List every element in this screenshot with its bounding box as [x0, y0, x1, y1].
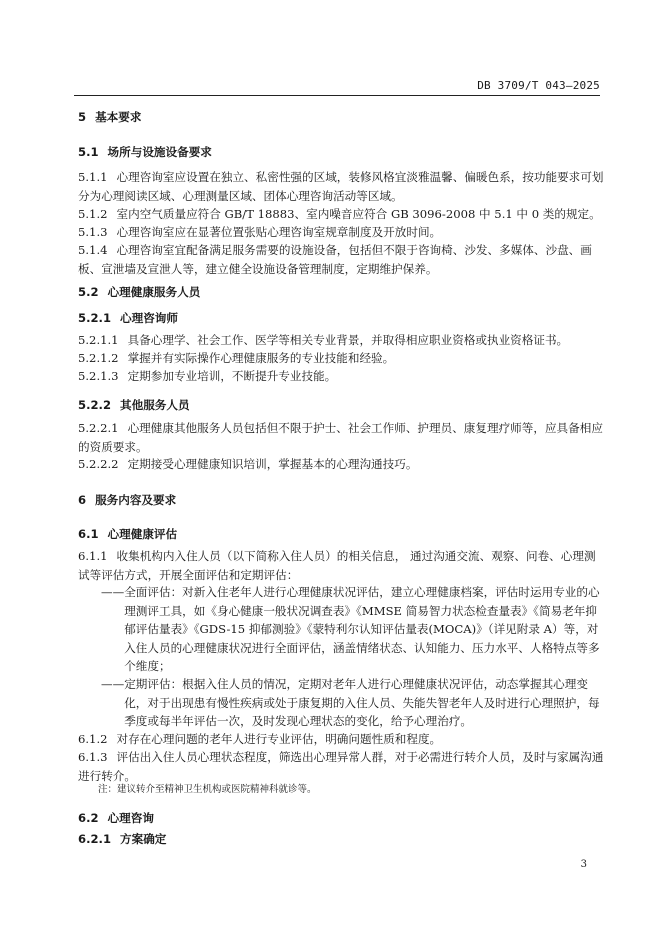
- section-heading: 6 服务内容及要求: [78, 493, 177, 507]
- section-heading: 6.2.1 方案确定: [78, 832, 167, 846]
- clause: 5.1.3 心理咨询室应在显著位置张贴心理咨询室规章制度及开放时间。: [78, 225, 442, 239]
- clause: 5.1.1 心理咨询室应设置在独立、私密性强的区域，装修风格宜淡雅温馨、偏暖色系，按功能要求可划分为心理阅读区域、心理测量区域、团体心理咨询活动等区域。: [78, 170, 604, 203]
- clause: 5.2.2.2 定期接受心理健康知识培训，掌握基本的心理沟通技巧。: [78, 457, 418, 471]
- clause: 5.1.4 心理咨询室宜配备满足服务需要的设施设备，包括但不限于咨询椅、沙发、多媒体、沙盘、画板、宣泄墙及宣泄人等，建立健全设施设备管理制度，定期维护保养。: [78, 243, 592, 276]
- clause: 6.1.3 评估出入住人员心理状态程度，筛选出心理异常人群，对于必需进行转介人员，及时与家属沟通进行转介。: [78, 750, 604, 783]
- dash-list-item: —— 全面评估：对新入住老年人进行心理健康状况评估，建立心理健康档案，评估时运用专业的心理测评工具，如《身心健康一般状况调查表》《MMSE 简易智力状态检查量表》《简易老年抑郁评估量表》《GDS-15 抑郁测验》《蒙特利尔认知评估量表(MOCA)》（详见附录 A）等，对入住人员的心理健康状况进行全面评估，涵盖情绪状态、认知能力、压力水平、人格特点等多个维度；: [101, 585, 600, 673]
- clause: 5.1.2 室内空气质量应符合 GB/T 18883、室内噪音应符合 GB 3096-2008 中 5.1 中 0 类的规定。: [78, 207, 601, 221]
- section-heading: 5 基本要求: [78, 110, 142, 124]
- section-heading: 6.1 心理健康评估: [78, 527, 178, 541]
- clause: 5.2.1.3 定期参加专业培训，不断提升专业技能。: [78, 369, 337, 383]
- clause: 5.2.1.1 具备心理学、社会工作、医学等相关专业背景，并取得相应职业资格或执业资格证书。: [78, 333, 569, 347]
- header-rule: [74, 95, 600, 96]
- clause: 5.2.1.2 掌握并有实际操作心理健康服务的专业技能和经验。: [78, 351, 395, 365]
- clause: 5.2.2.1 心理健康其他服务人员包括但不限于护士、社会工作师、护理员、康复理疗师等，应具备相应的资质要求。: [78, 421, 603, 454]
- document-code: DB 3709/T 043—2025: [477, 79, 600, 92]
- section-heading: 6.2 心理咨询: [78, 811, 154, 825]
- clause: 6.1.1 收集机构内入住人员（以下简称入住人员）的相关信息， 通过沟通交流、观察、问卷、心理测试等评估方式，开展全面评估和定期评估：: [78, 549, 596, 582]
- section-heading: 5.2 心理健康服务人员: [78, 285, 201, 299]
- note: 注：建议转介至精神卫生机构或医院精神科就诊等。: [98, 784, 317, 795]
- section-heading: 5.2.2 其他服务人员: [78, 398, 190, 412]
- section-heading: 5.2.1 心理咨询师: [78, 311, 178, 325]
- dash-list-item: —— 定期评估：根据入住人员的情况，定期对老年人进行心理健康状况评估，动态掌握其心理变化，对于出现患有慢性疾病或处于康复期的入住人员、失能失智老年人及时进行心理照护，每季度或每半年评估一次，及时发现心理状态的变化，给予心理治疗。: [101, 677, 600, 728]
- section-heading: 5.1 场所与设施设备要求: [78, 145, 212, 159]
- clause: 6.1.2 对存在心理问题的老年人进行专业评估，明确问题性质和程度。: [78, 732, 442, 746]
- page-number: 3: [580, 859, 587, 870]
